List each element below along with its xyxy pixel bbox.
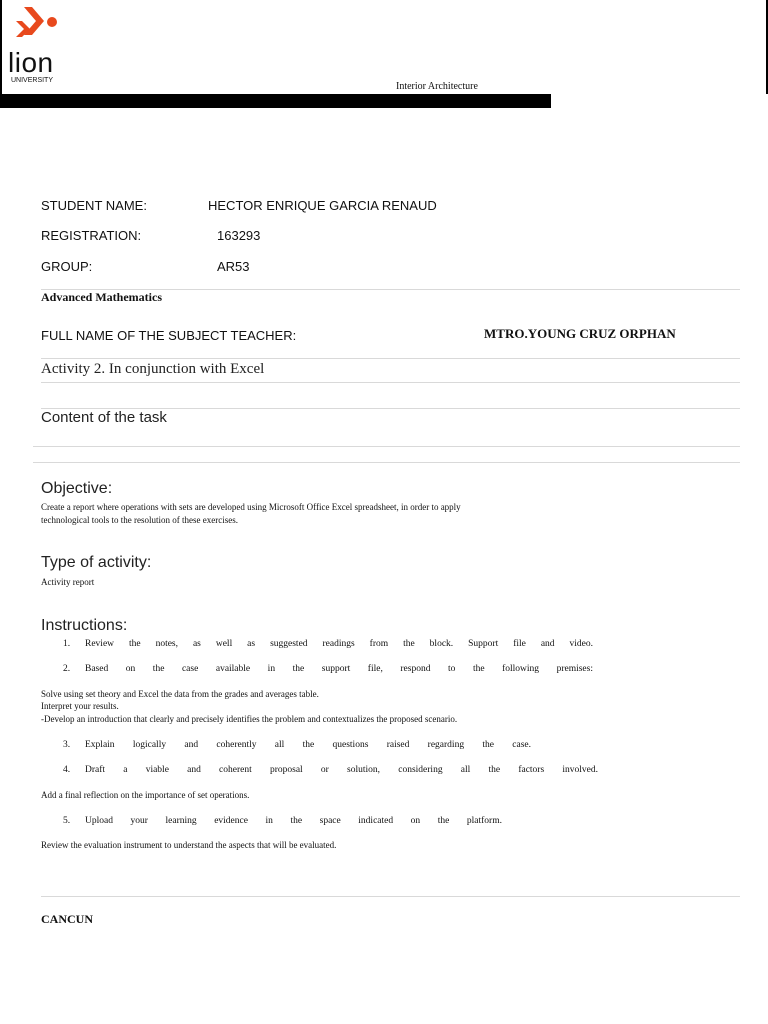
- logo-wordmark: lion: [8, 47, 54, 78]
- list-item-text: Upload your learning evidence in the space indicated on the platform.: [85, 816, 502, 826]
- banner-subtitle: Interior Architecture: [396, 81, 478, 92]
- activity-title: Activity 2. In conjunction with Excel: [41, 361, 265, 377]
- lion-logo-icon: [16, 7, 60, 45]
- list-item: [63, 764, 598, 776]
- university-logo: [3, 0, 71, 92]
- list-item-text: Based on the case available in the support file, respond to the following premises:: [85, 664, 593, 674]
- divider: [41, 896, 740, 897]
- objective-heading: Objective:: [41, 480, 113, 497]
- header-banner: [0, 0, 551, 108]
- objective-line: technological tools to the resolution of these exercises.: [41, 515, 238, 525]
- list-item-number: 3.: [63, 740, 71, 750]
- banner-black-bar: [0, 94, 551, 108]
- list-item-number: 5.: [63, 816, 71, 826]
- registration-value: 163293: [217, 228, 261, 243]
- teacher-name: MTRO.YOUNG CRUZ ORPHAN: [484, 326, 676, 341]
- group-value: AR53: [217, 259, 250, 274]
- premise-line: Interpret your results.: [41, 701, 119, 711]
- type-value: Activity report: [41, 577, 95, 587]
- list-item-text: Review the notes, as well as suggested readings from the block. Support file and video.: [85, 639, 593, 649]
- list-item-number: 4.: [63, 765, 71, 775]
- student-name-label: STUDENT NAME:: [41, 198, 147, 213]
- premise-line: -Develop an introduction that clearly and precisely identifies the problem and contextualizes the proposed scenario.: [41, 714, 458, 724]
- list-item-number: 2.: [63, 664, 71, 674]
- instructions-heading: Instructions:: [41, 617, 128, 634]
- student-name-value: HECTOR ENRIQUE GARCIA RENAUD: [208, 198, 437, 213]
- list-item-text: Draft a viable and coherent proposal or solution, considering all the factors involved.: [85, 765, 598, 775]
- subject-name: Advanced Mathematics: [41, 290, 162, 304]
- review-text: Review the evaluation instrument to understand the aspects that will be evaluated.: [41, 840, 337, 850]
- banner-left-rule: [0, 0, 2, 94]
- divider: [41, 382, 740, 383]
- premise-line: Solve using set theory and Excel the data from the grades and averages table.: [41, 689, 319, 699]
- list-item: [63, 815, 502, 827]
- logo-subtext: UNIVERSITY: [11, 77, 54, 84]
- teacher-label: FULL NAME OF THE SUBJECT TEACHER:: [41, 328, 297, 343]
- divider: [33, 462, 740, 463]
- objective-line: Create a report where operations with sets are developed using Microsoft Office Excel spreadsheet, in order to apply: [41, 502, 461, 512]
- group-label: GROUP:: [41, 259, 93, 274]
- footer-city: CANCUN: [41, 912, 93, 926]
- list-item: [63, 739, 531, 751]
- list-item-text: Explain logically and coherently all the questions raised regarding the case.: [85, 740, 531, 750]
- divider: [33, 446, 740, 447]
- reflection-text: Add a final reflection on the importance of set operations.: [41, 790, 250, 800]
- list-item-number: 1.: [63, 639, 71, 649]
- content-title: Content of the task: [41, 409, 167, 426]
- list-item: [63, 663, 593, 675]
- type-heading: Type of activity:: [41, 554, 152, 571]
- registration-label: REGISTRATION:: [41, 228, 142, 243]
- list-item: [63, 638, 593, 650]
